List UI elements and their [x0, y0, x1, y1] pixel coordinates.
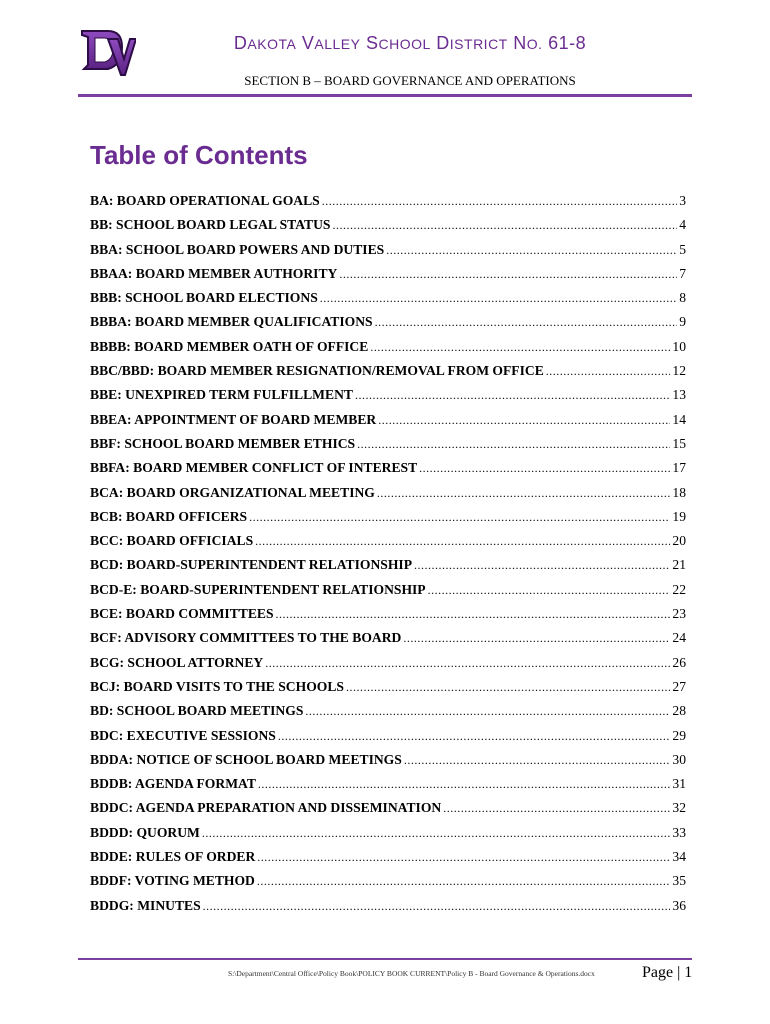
toc-entry-label: BCF: ADVISORY COMMITTEES TO THE BOARD	[90, 630, 402, 646]
toc-entry-label: BCJ: BOARD VISITS TO THE SCHOOLS	[90, 678, 344, 694]
toc-leader-dots	[258, 776, 671, 792]
toc-entry-label: BDDC: AGENDA PREPARATION AND DISSEMINATION	[90, 800, 442, 816]
toc-list	[90, 193, 686, 922]
toc-entry-page: 35	[672, 873, 686, 889]
toc-leader-dots	[419, 460, 670, 476]
toc-entry[interactable]	[90, 630, 686, 654]
toc-entry-page: 28	[672, 703, 686, 719]
toc-leader-dots	[403, 630, 670, 646]
toc-entry-page: 26	[672, 654, 686, 670]
toc-leader-dots	[320, 290, 677, 306]
toc-entry[interactable]	[90, 752, 686, 776]
toc-entry-label: BCD-E: BOARD-SUPERINTENDENT RELATIONSHIP	[90, 581, 426, 597]
toc-entry-page: 36	[672, 897, 686, 913]
toc-entry[interactable]	[90, 485, 686, 509]
toc-entry-page: 17	[672, 460, 686, 476]
toc-entry-label: BB: SCHOOL BOARD LEGAL STATUS	[90, 217, 331, 233]
toc-leader-dots	[355, 387, 670, 403]
toc-entry-page: 27	[672, 678, 686, 694]
toc-entry[interactable]	[90, 460, 686, 484]
toc-entry[interactable]	[90, 800, 686, 824]
toc-entry-label: BDDF: VOTING METHOD	[90, 873, 255, 889]
toc-entry[interactable]	[90, 509, 686, 533]
toc-leader-dots	[276, 606, 671, 622]
toc-entry-label: BBFA: BOARD MEMBER CONFLICT OF INTEREST	[90, 460, 418, 476]
toc-entry-label: BCE: BOARD COMMITTEES	[90, 606, 274, 622]
toc-leader-dots	[414, 557, 670, 573]
toc-entry-label: BBF: SCHOOL BOARD MEMBER ETHICS	[90, 435, 356, 451]
toc-leader-dots	[443, 800, 670, 816]
toc-leader-dots	[346, 679, 670, 695]
toc-entry-page: 19	[672, 508, 686, 524]
toc-entry-page: 8	[679, 290, 686, 306]
toc-entry-page: 22	[672, 581, 686, 597]
toc-entry-label: BBC/BBD: BOARD MEMBER RESIGNATION/REMOVAL FROM OFFICE	[90, 363, 544, 379]
toc-entry-label: BDDB: AGENDA FORMAT	[90, 776, 256, 792]
toc-entry-label: BBAA: BOARD MEMBER AUTHORITY	[90, 265, 338, 281]
toc-leader-dots	[202, 825, 671, 841]
toc-entry[interactable]	[90, 387, 686, 411]
toc-entry[interactable]	[90, 557, 686, 581]
footer-divider	[78, 958, 692, 960]
toc-leader-dots	[339, 266, 677, 282]
toc-entry-label: BCG: SCHOOL ATTORNEY	[90, 654, 264, 670]
footer-page-number: Page | 1	[642, 964, 693, 981]
toc-entry-page: 7	[679, 265, 686, 281]
toc-leader-dots	[265, 655, 670, 671]
toc-title: Table of Contents	[90, 140, 308, 170]
toc-leader-dots	[404, 752, 671, 768]
toc-entry-page: 9	[679, 314, 686, 330]
toc-entry-page: 20	[672, 533, 686, 549]
toc-entry[interactable]	[90, 217, 686, 241]
toc-entry-page: 3	[679, 193, 686, 208]
toc-entry-page: 21	[672, 557, 686, 573]
toc-entry-page: 31	[672, 776, 686, 792]
toc-entry[interactable]	[90, 582, 686, 606]
toc-leader-dots	[203, 898, 671, 914]
toc-entry-page: 4	[679, 217, 686, 233]
toc-entry[interactable]	[90, 679, 686, 703]
toc-entry[interactable]	[90, 266, 686, 290]
toc-entry-label: BCB: BOARD OFFICERS	[90, 508, 248, 524]
toc-entry[interactable]	[90, 314, 686, 338]
toc-leader-dots	[255, 533, 670, 549]
toc-leader-dots	[375, 314, 678, 330]
toc-entry-page: 18	[672, 484, 686, 500]
toc-entry-page: 29	[672, 727, 686, 743]
district-title: DAKOTA VALLEY SCHOOL DISTRICT NO. 61-8	[233, 33, 587, 53]
toc-entry-label: BCD: BOARD-SUPERINTENDENT RELATIONSHIP	[90, 557, 413, 573]
header-divider	[78, 94, 692, 97]
toc-entry[interactable]	[90, 849, 686, 873]
toc-entry[interactable]	[90, 606, 686, 630]
toc-leader-dots	[305, 703, 670, 719]
toc-leader-dots	[370, 339, 670, 355]
toc-leader-dots	[257, 873, 671, 889]
toc-entry[interactable]	[90, 728, 686, 752]
toc-entry-label: BCA: BOARD ORGANIZATIONAL MEETING	[90, 484, 375, 500]
toc-entry-page: 12	[672, 363, 686, 379]
toc-leader-dots	[377, 485, 671, 501]
toc-entry[interactable]	[90, 436, 686, 460]
toc-entry-page: 24	[672, 630, 686, 646]
toc-entry[interactable]	[90, 412, 686, 436]
toc-entry-label: BBB: SCHOOL BOARD ELECTIONS	[90, 290, 318, 306]
toc-leader-dots	[322, 193, 677, 209]
toc-entry-page: 30	[672, 751, 686, 767]
toc-entry-label: BA: BOARD OPERATIONAL GOALS	[90, 193, 320, 208]
toc-leader-dots	[378, 412, 670, 428]
toc-entry-label: BDDA: NOTICE OF SCHOOL BOARD MEETINGS	[90, 751, 402, 767]
toc-leader-dots	[278, 728, 671, 744]
toc-leader-dots	[546, 363, 671, 379]
toc-entry[interactable]	[90, 655, 686, 679]
toc-entry-label: BDDE: RULES OF ORDER	[90, 849, 256, 865]
toc-entry[interactable]	[90, 873, 686, 897]
toc-leader-dots	[428, 582, 671, 598]
toc-entry-label: BD: SCHOOL BOARD MEETINGS	[90, 703, 304, 719]
toc-leader-dots	[332, 217, 677, 233]
toc-entry-label: BBEA: APPOINTMENT OF BOARD MEMBER	[90, 411, 377, 427]
toc-entry[interactable]	[90, 193, 686, 217]
toc-entry-page: 14	[672, 411, 686, 427]
toc-leader-dots	[257, 849, 670, 865]
toc-entry[interactable]	[90, 533, 686, 557]
toc-entry-label: BBA: SCHOOL BOARD POWERS AND DUTIES	[90, 241, 385, 257]
toc-entry[interactable]	[90, 703, 686, 727]
toc-entry-label: BBBA: BOARD MEMBER QUALIFICATIONS	[90, 314, 373, 330]
toc-entry[interactable]	[90, 776, 686, 800]
toc-entry-page: 34	[672, 849, 686, 865]
toc-entry[interactable]	[90, 825, 686, 849]
toc-entry-page: 5	[679, 241, 686, 257]
toc-leader-dots	[357, 436, 670, 452]
toc-entry-page: 13	[672, 387, 686, 403]
toc-entry-page: 15	[672, 435, 686, 451]
toc-entry-label: BCC: BOARD OFFICIALS	[90, 533, 254, 549]
toc-entry-page: 33	[672, 824, 686, 840]
toc-entry-page: 23	[672, 606, 686, 622]
toc-leader-dots	[386, 242, 677, 258]
toc-entry[interactable]	[90, 290, 686, 314]
dv-logo	[78, 25, 136, 77]
section-title: SECTION B – BOARD GOVERNANCE AND OPERATIONS	[244, 73, 576, 88]
toc-entry-label: BDC: EXECUTIVE SESSIONS	[90, 727, 276, 743]
toc-entry-label: BBBB: BOARD MEMBER OATH OF OFFICE	[90, 338, 369, 354]
toc-entry-label: BDDG: MINUTES	[90, 897, 201, 913]
toc-entry-label: BDDD: QUORUM	[90, 824, 200, 840]
toc-entry[interactable]	[90, 898, 686, 922]
toc-entry-page: 32	[672, 800, 686, 816]
toc-entry[interactable]	[90, 242, 686, 266]
toc-entry-label: BBE: UNEXPIRED TERM FULFILLMENT	[90, 387, 353, 403]
toc-entry[interactable]	[90, 363, 686, 387]
toc-entry-page: 10	[672, 338, 686, 354]
toc-leader-dots	[249, 509, 670, 525]
footer-file-path: S:\Department\Central Office\Policy Book\POLICY BOOK CURRENT\Policy B - Board Governance & Operations.docx	[228, 969, 595, 978]
toc-entry[interactable]	[90, 339, 686, 363]
